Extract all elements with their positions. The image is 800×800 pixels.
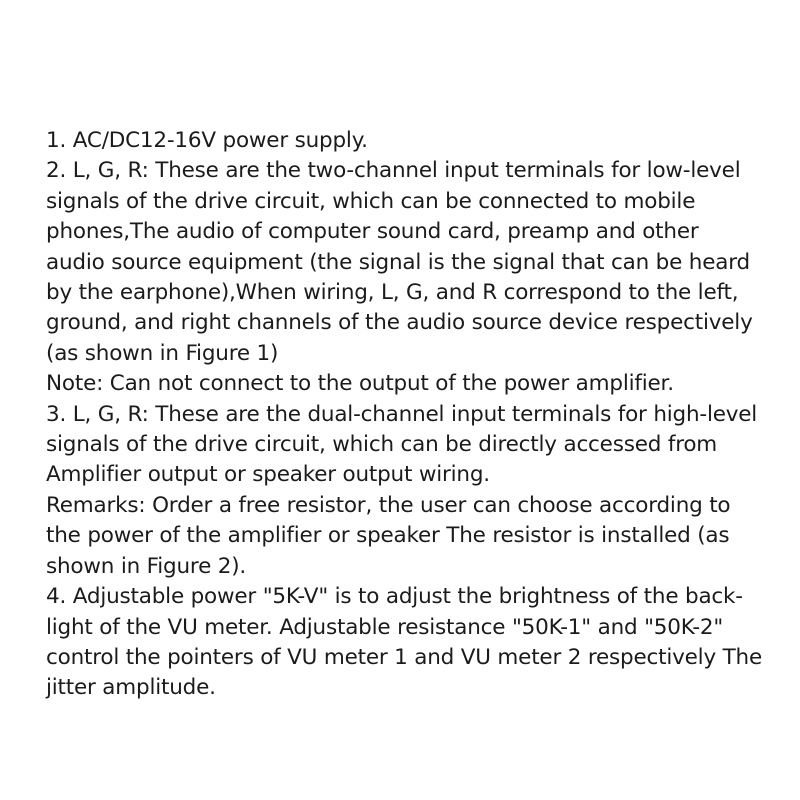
instruction-text bbox=[46, 126, 786, 704]
text-line: shown in Figure 2). bbox=[46, 553, 247, 579]
text-line: phones,The audio of computer sound card, preamp and other bbox=[46, 219, 699, 245]
text-line: Amplifier output or speaker output wiring. bbox=[46, 462, 490, 488]
text-line: light of the VU meter. Adjustable resistance "50K-1" and "50K-2" bbox=[46, 614, 724, 640]
text-line: audio source equipment (the signal is the signal that can be heard bbox=[46, 249, 750, 275]
text-line: (as shown in Figure 1) bbox=[46, 340, 279, 366]
text-line-item-1: 1. AC/DC12-16V power supply. bbox=[46, 128, 368, 153]
text-line: ground, and right channels of the audio source device respectively bbox=[46, 310, 753, 336]
text-line: signals of the drive circuit, which can be connected to mobile bbox=[46, 188, 696, 214]
text-line-item-3: 3. L, G, R: These are the dual-channel input terminals for high-level bbox=[46, 401, 758, 427]
text-line: by the earphone),When wiring, L, G, and R correspond to the left, bbox=[46, 280, 739, 306]
text-line-item-4: 4. Adjustable power "5K-V" is to adjust the brightness of the back- bbox=[46, 584, 743, 610]
text-line-note: Note: Can not connect to the output of the power amplifier. bbox=[46, 371, 674, 397]
text-line-remarks: Remarks: Order a free resistor, the user can choose according to bbox=[46, 492, 731, 518]
text-line: signals of the drive circuit, which can be directly accessed from bbox=[46, 432, 718, 458]
text-line-item-2: 2. L, G, R: These are the two-channel input terminals for low-level bbox=[46, 158, 741, 184]
text-line: jitter amplitude. bbox=[46, 675, 216, 701]
text-line: the power of the amplifier or speaker The resistor is installed (as bbox=[46, 523, 730, 549]
text-line: control the pointers of VU meter 1 and VU meter 2 respectively The bbox=[46, 644, 763, 670]
